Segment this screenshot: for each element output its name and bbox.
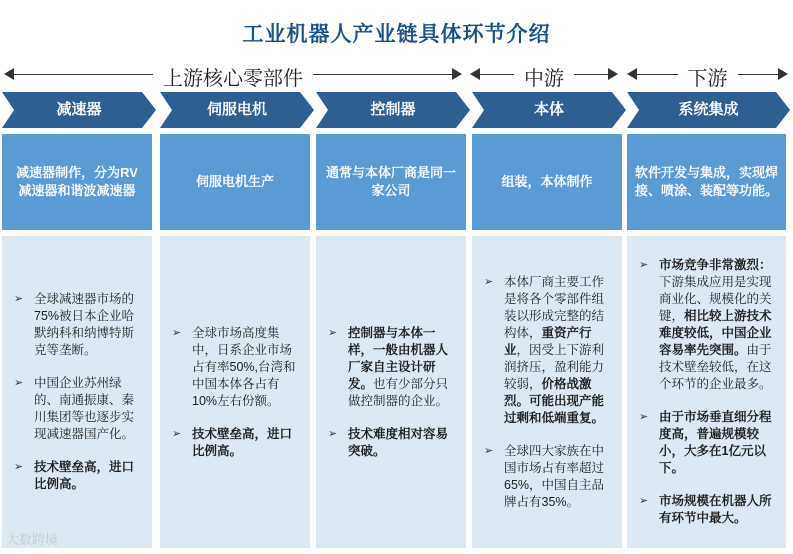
arrow-bullet-icon: ➢ xyxy=(639,411,649,423)
header-robot-body: 本体 xyxy=(533,101,564,118)
header-system-integration: 系统集成 xyxy=(678,101,739,118)
arrow-bullet-icon: ➢ xyxy=(172,326,182,339)
summary-robot-body: 组装，本体制作 xyxy=(472,134,622,230)
chevron-servo-motor xyxy=(160,92,314,128)
arrow-bullet-icon: ➢ xyxy=(328,326,338,339)
chevron-controller xyxy=(316,92,470,128)
list-item: ➢ 市场竞争非常激烈：下游集成应用是实现商业化、规模化的关键，相比较上游技术难度较低，中国企业容易率先突围。由于技术壁垒较低，在这个环节的企业最多。 xyxy=(639,258,772,391)
detail-servo-motor xyxy=(160,236,310,548)
arrow-bullet-icon: ➢ xyxy=(14,461,24,473)
detail-system-integration xyxy=(627,236,786,548)
arrow-bullet-icon: ➢ xyxy=(484,444,494,457)
header-servo-motor: 伺服电机 xyxy=(206,101,267,118)
arrow-bullet-icon: ➢ xyxy=(14,377,24,389)
stage-midstream xyxy=(470,64,618,90)
chevron-robot-body xyxy=(472,92,626,128)
arrow-bullet-icon: ➢ xyxy=(639,495,649,507)
stage-upstream xyxy=(4,64,462,90)
chevron-system-integration xyxy=(627,92,790,128)
list-item: ➢ 市场规模在机器人所有环节中最大。 xyxy=(639,494,772,525)
arrow-bullet-icon: ➢ xyxy=(328,427,338,440)
list-item: ➢ 技术难度相对容易突破。 xyxy=(328,426,449,458)
arrow-bullet-icon: ➢ xyxy=(484,275,494,288)
chevron-reducer xyxy=(2,92,156,128)
arrow-bullet-icon: ➢ xyxy=(14,293,24,305)
stage-label-upstream: 上游核心零部件 xyxy=(153,62,313,91)
summary-system-integration: 软件开发与集成，实现焊接、喷涂、装配等功能。 xyxy=(627,134,786,230)
list-item: ➢ 本体厂商主要工作是将各个零部件组装以形成完整的结构体，重资产行业，因受上下游利润挤压，盈利能力较弱，价格战激烈。可能出现产能过剩和低端重复。 xyxy=(484,274,605,425)
header-reducer: 减速器 xyxy=(56,101,102,118)
summary-servo-motor: 伺服电机生产 xyxy=(160,134,310,230)
summary-controller: 通常与本体厂商是同一家公司 xyxy=(316,134,466,230)
stage-label-midstream: 中游 xyxy=(514,62,574,91)
summary-reducer: 减速器制作，分为RV减速器和谐波减速器 xyxy=(2,134,152,230)
header-controller: 控制器 xyxy=(370,101,416,118)
list-item: ➢ 控制器与本体一样，一般由机器人厂家自主设计研发。也有少部分只做控制器的企业。 xyxy=(328,325,449,408)
stage-downstream xyxy=(627,64,788,90)
list-item: ➢ 技术壁垒高，进口比例高。 xyxy=(172,426,293,458)
stage-label-downstream: 下游 xyxy=(678,62,738,91)
list-item: ➢ 技术壁垒高，进口比例高。 xyxy=(14,460,135,491)
list-item: ➢ 全球四大家族在中国市场占有率超过65%，中国自主品牌占有35%。 xyxy=(484,443,605,509)
watermark: 大数跨境 xyxy=(6,532,59,547)
arrow-right-icon xyxy=(608,68,618,80)
arrow-bullet-icon: ➢ xyxy=(172,427,182,440)
list-item: ➢ 全球减速器市场的75%被日本企业哈默纳科和纳博特斯克等垄断。 xyxy=(14,292,135,357)
arrow-right-icon xyxy=(452,68,462,80)
list-item: ➢ 由于市场垂直细分程度高，普遍规模较小，大多在1亿元以下。 xyxy=(639,410,772,475)
list-item: ➢ 全球市场高度集中，日系企业市场占有率50%,台湾和中国本体各占有10%左右份额。 xyxy=(172,325,296,408)
page-title: 工业机器人产业链具体环节介绍 xyxy=(242,23,551,46)
detail-controller xyxy=(316,236,466,548)
detail-reducer xyxy=(2,236,152,548)
list-item: ➢ 中国企业苏州绿的、南通振康、秦川集团等也逐步实现减速器国产化。 xyxy=(14,376,135,441)
arrow-right-icon xyxy=(778,68,788,80)
arrow-bullet-icon: ➢ xyxy=(639,259,649,271)
detail-robot-body xyxy=(472,236,622,548)
